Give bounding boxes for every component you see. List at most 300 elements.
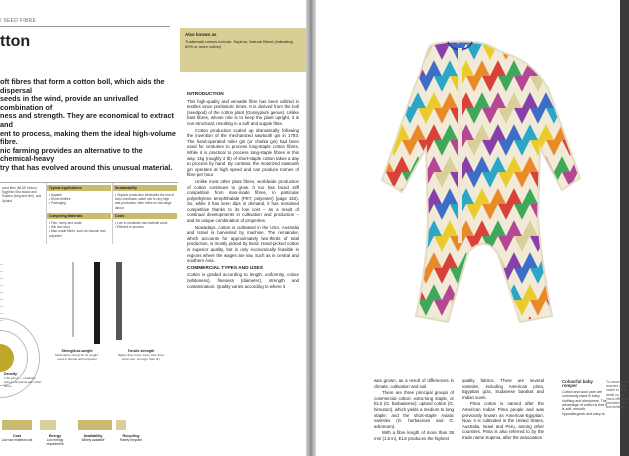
pattern-triangle (354, 76, 370, 92)
pattern-triangle (562, 316, 578, 332)
label-text: Widely available (81, 438, 105, 442)
tensile-strength-text: Higher than wool, lower than linen when wet, stronger than dry (117, 352, 165, 361)
pattern-triangle (338, 188, 354, 204)
pattern-triangle (482, 284, 498, 300)
pattern-triangle (354, 220, 370, 236)
pattern-triangle (354, 124, 370, 140)
pattern-triangle (354, 92, 370, 108)
pattern-triangle (370, 76, 386, 92)
pattern-triangle (410, 204, 426, 220)
list-item: • Silk and wool (49, 225, 70, 230)
heading-commercial-types: COMMERCIAL TYPES AND USES (187, 265, 263, 271)
pattern-triangle (354, 300, 370, 316)
pattern-triangle (546, 236, 562, 252)
pattern-triangle (354, 60, 370, 76)
label-text: Low raw material cost (1, 438, 33, 442)
pattern-triangle (570, 204, 586, 220)
pattern-triangle (554, 284, 570, 300)
pattern-triangle (362, 28, 378, 44)
pattern-triangle (394, 236, 410, 252)
pattern-triangle (370, 284, 386, 300)
pattern-triangle (394, 268, 410, 284)
pattern-triangle (514, 28, 530, 44)
pattern-triangle (562, 268, 578, 284)
pattern-triangle (554, 316, 570, 332)
pattern-triangle (562, 92, 578, 108)
pattern-triangle (362, 156, 378, 172)
pattern-triangle (570, 124, 586, 140)
pattern-triangle (362, 300, 378, 316)
pattern-triangle (386, 220, 402, 236)
pattern-triangle (474, 268, 490, 284)
photo-caption (562, 380, 608, 416)
pattern-triangle (362, 268, 378, 284)
intro-line: seeds in the wind, provide an unrivalled combination of (0, 94, 139, 112)
pattern-triangle (378, 44, 394, 60)
pattern-triangle (402, 316, 418, 332)
cost-bar (2, 420, 32, 430)
pattern-triangle (362, 108, 378, 124)
bar-thin (72, 262, 74, 337)
pattern-triangle (330, 236, 346, 252)
pattern-triangle (570, 44, 586, 60)
pattern-triangle (346, 140, 362, 156)
energy-bar (40, 420, 56, 430)
axis-tick: — (0, 283, 4, 287)
pattern-triangle (546, 220, 562, 236)
label-title: Availability (83, 434, 103, 438)
pattern-triangle (338, 172, 354, 188)
pattern-triangle (386, 92, 402, 108)
typical-applications-header: Typical Applications (47, 185, 111, 191)
pattern-triangle (346, 124, 362, 140)
pattern-triangle (362, 140, 378, 156)
pattern-triangle (402, 204, 418, 220)
strength-to-weight-stat (54, 350, 100, 361)
pattern-triangle (562, 76, 578, 92)
pattern-triangle (386, 44, 402, 60)
axis-tick: — (0, 262, 4, 266)
pattern-triangle (370, 44, 386, 60)
pattern-triangle (386, 28, 402, 44)
label-text: Low energy requirement (46, 438, 64, 446)
density-label: Density (4, 372, 17, 376)
pattern-triangle (346, 92, 362, 108)
pattern-triangle (370, 252, 386, 268)
pattern-triangle (570, 28, 586, 44)
intro-line: oft fibres that form a cotton boll, which aids the dispersal (0, 77, 165, 95)
pattern-triangle (370, 220, 386, 236)
pattern-triangle (554, 300, 570, 316)
pattern-triangle (370, 236, 386, 252)
pattern-triangle (338, 124, 354, 140)
pattern-triangle (394, 28, 410, 44)
pattern-triangle (378, 220, 394, 236)
pattern-triangle (570, 220, 586, 236)
pattern-triangle (546, 316, 562, 332)
paragraph: Pima cotton is named after the American Indian Pima people and was previously known as American-Egyptian. Now, it is cultivated in the United States, Australia, Israel and Peru, among other countries. Pima is also referred to by the trade name Supima, after the association (462, 401, 544, 440)
pattern-triangle (378, 92, 394, 108)
pattern-triangle (378, 76, 394, 92)
list-item: • Low to moderate raw material costs (115, 221, 168, 225)
bar-strength (94, 262, 100, 344)
pattern-triangle (378, 284, 394, 300)
tensile-strength-stat (116, 350, 166, 361)
pattern-triangle (346, 204, 362, 220)
pattern-triangle (346, 284, 362, 300)
pattern-triangle (362, 44, 378, 60)
pattern-triangle (402, 252, 418, 268)
romper-illustration (330, 28, 590, 338)
pattern-triangle (490, 316, 506, 332)
typical-applications-list (49, 193, 109, 206)
pattern-triangle (330, 60, 346, 76)
pattern-triangle (346, 268, 362, 284)
label-title: Energy (48, 434, 62, 438)
pattern-triangle (554, 204, 570, 220)
pattern-triangle (354, 236, 370, 252)
pattern-triangle (362, 60, 378, 76)
density-axis (0, 262, 10, 325)
axis-tick: — (0, 304, 4, 308)
pattern-triangle (330, 140, 346, 156)
pattern-triangle (466, 300, 482, 316)
pattern-triangle (482, 252, 498, 268)
pattern-triangle (474, 316, 490, 332)
pattern-triangle (354, 268, 370, 284)
list-item: • Man-made fibres, such as viscose and polyester (49, 229, 106, 238)
list-item: • Home textiles (49, 197, 71, 202)
pattern-triangle (330, 172, 346, 188)
pattern-triangle (546, 44, 562, 60)
pattern-triangle (474, 300, 490, 316)
pattern-triangle (338, 316, 354, 332)
pattern-triangle (402, 284, 418, 300)
pattern-triangle (554, 28, 570, 44)
pattern-triangle (482, 300, 498, 316)
pattern-triangle (330, 124, 346, 140)
pattern-triangle (338, 92, 354, 108)
pattern-triangle (490, 300, 506, 316)
pattern-triangle (362, 284, 378, 300)
axis-tick: — (0, 318, 4, 322)
paragraph: was grown, as a result of differences in climate, cultivation and soil. (374, 378, 454, 389)
axis-tick: — (0, 311, 4, 315)
pattern-triangle (450, 316, 466, 332)
paragraph: quality fabrics. There are several varieties, including American pima, Egyptian giza, Sudanese barakat and Indian suvin. (462, 378, 544, 400)
page-title: tton (0, 33, 31, 50)
pattern-triangle (570, 284, 586, 300)
pattern-triangle (338, 300, 354, 316)
pattern-triangle (538, 28, 554, 44)
pattern-triangle (570, 108, 586, 124)
label-title: Cost (13, 434, 21, 438)
sustainability-header: Sustainability (113, 185, 177, 191)
pattern-triangle (346, 188, 362, 204)
pattern-triangle (562, 44, 578, 60)
pattern-triangle (330, 316, 346, 332)
axis-tick: — (0, 290, 4, 294)
energy-label (38, 434, 72, 446)
pattern-triangle (554, 220, 570, 236)
pattern-triangle (378, 188, 394, 204)
pattern-triangle (498, 316, 514, 332)
pattern-triangle (554, 252, 570, 268)
pattern-triangle (530, 44, 546, 60)
pattern-triangle (394, 76, 410, 92)
pattern-triangle (402, 44, 418, 60)
text-column-intro (187, 90, 299, 290)
pattern-triangle (466, 316, 482, 332)
pattern-triangle (362, 124, 378, 140)
intro-line: try that has evolved around this unusual material. (0, 162, 173, 172)
intro-line: ent to process, making them the ideal high-volume fibre. (0, 128, 176, 147)
pattern-triangle (538, 188, 554, 204)
pattern-triangle (402, 236, 418, 252)
pattern-triangle (346, 172, 362, 188)
pattern-triangle (330, 108, 346, 124)
pattern-triangle (554, 44, 570, 60)
pattern-triangle (402, 188, 418, 204)
pattern-triangle (330, 156, 346, 172)
paragraph: This high-quality and versatile fibre has been utilized in textiles since prehistoric times. It is derived from the boll (seedpod) of the cotton plant (Gossypium genus). Unlike bast fibres, whose role is to keep the plant upright, it is non-structural, resulting in a soft and supple fibre. (187, 98, 299, 126)
competing-materials-list (49, 221, 109, 238)
pattern-triangle (570, 92, 586, 108)
pattern-triangle (378, 252, 394, 268)
pattern-triangle (546, 268, 562, 284)
edge-line: easier to print (606, 388, 627, 393)
pattern-triangle (370, 188, 386, 204)
paragraph: With a fibre length of more than 38 mm (1.5 in), ELS produces the highest (374, 430, 454, 441)
pattern-triangle (538, 220, 554, 236)
pattern-triangle (370, 300, 386, 316)
pattern-triangle (458, 300, 474, 316)
pattern-triangle (338, 156, 354, 172)
text-column-3 (462, 378, 544, 442)
pattern-triangle (410, 188, 426, 204)
pattern-triangle (562, 108, 578, 124)
list-item: • Packaging (49, 201, 66, 206)
pattern-triangle (514, 316, 530, 332)
paragraph: Cotton production scaled up dramatically following the invention of the mechanized sawtooth gin in 1793. The hand-operated roller gin (or charka gin) had been used for centuries to process long-staple cotton fibres. While it is practical to process long-staple fibres in this way, 1kg (roughly 2 lb) of short-staple cotton takes a day to process by hand. By contrast, the motorized sawtooth gin operates at high speed and can produce tonnes of fibre per hour. (187, 127, 299, 178)
pattern-triangle (378, 60, 394, 76)
pattern-triangle (498, 28, 514, 44)
pattern-triangle (466, 252, 482, 268)
pattern-triangle (554, 60, 570, 76)
pattern-triangle (330, 284, 346, 300)
pattern-triangle (570, 268, 586, 284)
strength-to-weight-text: Moderately strong for its weight, used in blends with polyester (55, 352, 99, 361)
book-gutter (306, 0, 316, 456)
pattern-triangle (482, 268, 498, 284)
pattern-triangle (466, 268, 482, 284)
text-column-2 (374, 378, 454, 443)
axis-tick: — (0, 269, 4, 273)
pattern-triangle (338, 60, 354, 76)
pattern-triangle (362, 252, 378, 268)
pattern-triangle (386, 252, 402, 268)
pattern-triangle (370, 28, 386, 44)
properties-table (0, 182, 178, 244)
pattern-triangle (538, 60, 554, 76)
costs-list (115, 221, 175, 229)
tensile-strength-title: Tensile strength (127, 349, 155, 353)
pattern-triangle (370, 92, 386, 108)
pattern-triangle (386, 204, 402, 220)
pattern-triangle (378, 316, 394, 332)
pattern-triangle (386, 268, 402, 284)
pattern-triangle (522, 28, 538, 44)
caption-text: Cotton and wool yarn are commonly used in baby clothing and sleepwear. The advantage of cotton is that it is soft, smooth, hypoallergenic and easy to (562, 389, 607, 416)
section-rule (0, 26, 170, 27)
pattern-triangle (554, 236, 570, 252)
pattern-triangle (562, 252, 578, 268)
pattern-triangle (338, 76, 354, 92)
pattern-triangle (570, 76, 586, 92)
pattern-triangle (434, 316, 450, 332)
bar-tensile (116, 262, 122, 340)
pattern-triangle (338, 28, 354, 44)
pattern-triangle (330, 204, 346, 220)
left-page (0, 0, 306, 456)
pattern-triangle (370, 108, 386, 124)
pattern-triangle (418, 28, 434, 44)
pattern-triangle (330, 252, 346, 268)
pattern-triangle (466, 284, 482, 300)
edge-line: and knitting. (606, 405, 625, 410)
pattern-triangle (362, 220, 378, 236)
pattern-triangle (346, 252, 362, 268)
label-text: Rarely recycled (120, 438, 142, 442)
pattern-triangle (346, 316, 362, 332)
pattern-triangle (570, 252, 586, 268)
pattern-triangle (458, 284, 474, 300)
pattern-triangle (354, 156, 370, 172)
pattern-triangle (530, 28, 546, 44)
pattern-triangle (362, 188, 378, 204)
pattern-triangle (338, 204, 354, 220)
recycling-label (114, 434, 148, 442)
pattern-triangle (378, 124, 394, 140)
pattern-triangle (386, 284, 402, 300)
pattern-triangle (474, 252, 490, 268)
pattern-triangle (402, 28, 418, 44)
pattern-triangle (370, 268, 386, 284)
pattern-triangle (330, 44, 346, 60)
pattern-triangle (338, 252, 354, 268)
axis-tick: — (0, 276, 4, 280)
availability-bar (78, 420, 112, 430)
pattern-triangle (386, 108, 402, 124)
pattern-triangle (562, 236, 578, 252)
also-known-as-box (180, 28, 306, 72)
pattern-triangle (402, 268, 418, 284)
pattern-triangle (338, 284, 354, 300)
pattern-triangle (394, 44, 410, 60)
pattern-triangle (370, 316, 386, 332)
pattern-triangle (570, 60, 586, 76)
pattern-triangle (346, 220, 362, 236)
pattern-triangle (546, 188, 562, 204)
section-label: / SEED FIBRE (0, 18, 37, 24)
pattern-triangle (346, 28, 362, 44)
paragraph: Cotton is graded according to length, uniformity, colour (whiteness), fineness (diameter), strength and contamination. Quality varies according to where it (187, 272, 299, 289)
pattern-triangle (362, 316, 378, 332)
edge-line: reached and I (606, 384, 627, 389)
pattern-triangle (394, 300, 410, 316)
pattern-triangle (370, 204, 386, 220)
pattern-triangle (386, 316, 402, 332)
density-text: 1.54 g/cm³ — relatively dense compared with other fibres (4, 376, 42, 388)
pattern-triangle (570, 188, 586, 204)
pattern-triangle (386, 60, 402, 76)
pattern-triangle (426, 28, 442, 44)
pattern-triangle (562, 204, 578, 220)
pattern-triangle (546, 204, 562, 220)
pattern-triangle (362, 76, 378, 92)
cost-label (0, 434, 34, 442)
pattern-triangle (354, 284, 370, 300)
pattern-triangle (378, 236, 394, 252)
pattern-triangle (330, 268, 346, 284)
sustainability-text: • Organic production eliminates the use of toxic chemicals; water use is very high and production often relies on low-wage labour (115, 193, 175, 210)
competing-materials-header: Competing Materials (47, 213, 111, 219)
pattern-triangle (378, 268, 394, 284)
pattern-triangle (570, 300, 586, 316)
pattern-triangle (394, 204, 410, 220)
pattern-triangle (354, 316, 370, 332)
pattern-triangle (562, 60, 578, 76)
intro-line: ness and strength. They are economical to extract and (0, 111, 174, 129)
paragraph: Nowadays, cotton is cultivated in the USA, Australia and Israel is harvested by machine. The remainder, which accounts for approximately two-thirds of total production, is mostly picked by hand. Hand-picked cotton is superior quality, but is only economically feasible in regions where the wages are low, such as in central and southern Asia. (187, 224, 299, 264)
pattern-triangle (458, 316, 474, 332)
pattern-triangle (394, 60, 410, 76)
pattern-triangle (330, 92, 346, 108)
pattern-triangle (410, 44, 426, 60)
pattern-triangle (538, 44, 554, 60)
pattern-triangle (354, 252, 370, 268)
pattern-triangle (354, 28, 370, 44)
pattern-triangle (346, 60, 362, 76)
pattern-triangle (346, 236, 362, 252)
pattern-triangle (386, 236, 402, 252)
pattern-triangle (362, 204, 378, 220)
pattern-triangle (498, 300, 514, 316)
pattern-triangle (330, 76, 346, 92)
edge-line: insulation, ble (606, 401, 627, 406)
pattern-triangle (546, 60, 562, 76)
axis-tick: — (0, 297, 4, 301)
pattern-triangle (338, 268, 354, 284)
pattern-triangle (362, 92, 378, 108)
edge-line: To cause of the (606, 380, 629, 384)
pattern-triangle (330, 188, 346, 204)
availability-label (76, 434, 110, 442)
pattern-triangle (362, 172, 378, 188)
pattern-triangle (330, 28, 346, 44)
pattern-triangle (554, 92, 570, 108)
pattern-triangle (554, 76, 570, 92)
list-item: • Efficient to process (115, 225, 144, 230)
pattern-triangle (346, 108, 362, 124)
pattern-triangle (490, 284, 506, 300)
edge-line: detail on the (606, 392, 625, 397)
pattern-triangle (570, 316, 586, 332)
pattern-triangle (546, 28, 562, 44)
rating-bars (0, 408, 150, 444)
pattern-triangle (570, 236, 586, 252)
pattern-triangle (482, 316, 498, 332)
